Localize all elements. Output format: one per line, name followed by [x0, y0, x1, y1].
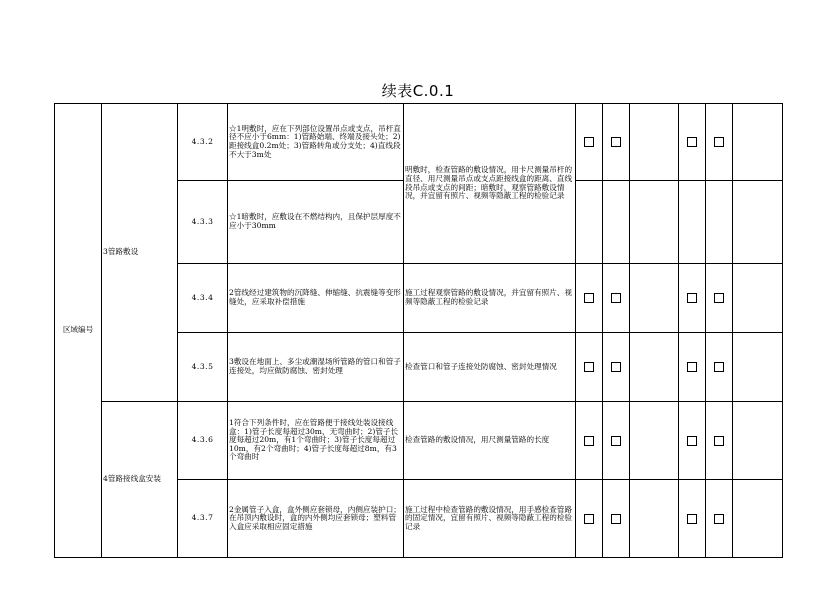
checkbox[interactable]: [714, 514, 724, 524]
checkbox-cell[interactable]: [679, 333, 706, 402]
checkbox[interactable]: [611, 137, 621, 147]
checkbox-cell[interactable]: [679, 402, 706, 480]
checkbox[interactable]: [584, 514, 594, 524]
blank-cell: [679, 181, 706, 264]
inspection-method: 施工过程观察管路的敷设情况，并宜留有照片、视频等隐蔽工程的检验记录: [404, 264, 576, 333]
requirement-text: ☆1明敷时，应在下列部位设置吊点或支点，吊杆直径不应小于6mm：1)管路始端、终端及接头处；2)距接线盒0.2m处；3)管路转角或分支处；4)直线段不大于3m处: [228, 104, 404, 181]
checkbox-cell[interactable]: [576, 480, 603, 558]
blank-cell: [733, 264, 783, 333]
checkbox[interactable]: [584, 293, 594, 303]
requirement-text: 1符合下列条件时，应在管路便于接线处装设接线盒：1)管子长度每超过30m，无弯曲时；2)管子长度每超过20m，有1个弯曲时；3)管子长度每超过10m，有2个弯曲时；4)管子长度每超过8m，有3个弯曲时: [228, 402, 404, 480]
checkbox[interactable]: [611, 436, 621, 446]
checkbox-cell[interactable]: [603, 264, 630, 333]
checkbox[interactable]: [687, 293, 697, 303]
checkbox-cell[interactable]: [679, 104, 706, 181]
blank-cell: [733, 480, 783, 558]
requirement-text: 2金属管子入盒，盒外侧应套锁母，内侧应装护口；在吊顶内敷设时，盒的内外侧均应套锁母；塑料管入盒应采取相应固定措施: [228, 480, 404, 558]
requirement-text: 3敷设在地面上、多尘或潮湿场所管路的管口和管子连接处，均应做防腐蚀、密封处理: [228, 333, 404, 402]
table-row: [55, 402, 783, 480]
checkbox[interactable]: [611, 514, 621, 524]
checkbox-cell[interactable]: [679, 264, 706, 333]
blank-cell: [733, 333, 783, 402]
blank-cell: [706, 181, 733, 264]
inspection-method: 明敷时，检查管路的敷设情况，用卡尺测量吊杆的直径、用尺测量吊点或支点距接线盒的距离、直线段吊点或支点的间距；暗敷时，观察管路敷设情况，并宜留有照片、视频等隐蔽工程的检验记录: [404, 104, 576, 264]
checkbox-cell[interactable]: [706, 264, 733, 333]
clause-code: 4.3.2: [178, 104, 228, 181]
inspection-method: 检查管口和管子连接处防腐蚀、密封处理情况: [404, 333, 576, 402]
blank-cell: [630, 104, 679, 181]
checkbox-cell[interactable]: [576, 333, 603, 402]
checkbox-cell[interactable]: [576, 104, 603, 181]
blank-cell: [603, 181, 630, 264]
checkbox-cell[interactable]: [706, 402, 733, 480]
table-title: 续表C.0.1: [381, 82, 455, 100]
acceptance-table: [54, 103, 783, 558]
clause-code: 4.3.7: [178, 480, 228, 558]
table-row: [55, 104, 783, 181]
checkbox-cell[interactable]: [706, 333, 733, 402]
blank-cell: [630, 181, 679, 264]
blank-cell: [733, 402, 783, 480]
checkbox[interactable]: [687, 137, 697, 147]
checkbox-cell[interactable]: [576, 264, 603, 333]
item-junction-box-install: 4管路接线盒安装: [102, 402, 178, 558]
checkbox-cell[interactable]: [603, 104, 630, 181]
inspection-method: 施工过程中检查管路的敷设情况，用手感检查管路的固定情况，宜留有照片、视频等隐蔽工程的检验记录: [404, 480, 576, 558]
blank-cell: [630, 264, 679, 333]
inspection-method: 检查管路的敷设情况，用尺测量管路的长度: [404, 402, 576, 480]
checkbox[interactable]: [714, 293, 724, 303]
blank-cell: [630, 333, 679, 402]
checkbox-cell[interactable]: [679, 480, 706, 558]
checkbox[interactable]: [584, 436, 594, 446]
blank-cell: [733, 181, 783, 264]
clause-code: 4.3.3: [178, 181, 228, 264]
clause-code: 4.3.6: [178, 402, 228, 480]
checkbox-cell[interactable]: [576, 402, 603, 480]
clause-code: 4.3.5: [178, 333, 228, 402]
checkbox-cell[interactable]: [706, 104, 733, 181]
clause-code: 4.3.4: [178, 264, 228, 333]
checkbox[interactable]: [714, 436, 724, 446]
checkbox[interactable]: [687, 436, 697, 446]
checkbox-cell[interactable]: [603, 480, 630, 558]
requirement-text: ☆1暗敷时，应敷设在不燃结构内，且保护层厚度不应小于30mm: [228, 181, 404, 264]
region-number-label: 区域编号: [55, 104, 102, 558]
requirement-text: 2管线经过建筑物的沉降缝、伸缩缝、抗震缝等变形缝处，应采取补偿措施: [228, 264, 404, 333]
checkbox[interactable]: [714, 362, 724, 372]
checkbox[interactable]: [687, 362, 697, 372]
checkbox[interactable]: [611, 293, 621, 303]
checkbox-cell[interactable]: [706, 480, 733, 558]
blank-cell: [630, 402, 679, 480]
item-pipe-laying: 3管路敷设: [102, 104, 178, 402]
checkbox[interactable]: [714, 137, 724, 147]
blank-cell: [576, 181, 603, 264]
blank-cell: [733, 104, 783, 181]
checkbox[interactable]: [611, 362, 621, 372]
checkbox[interactable]: [584, 362, 594, 372]
checkbox[interactable]: [687, 514, 697, 524]
checkbox[interactable]: [584, 137, 594, 147]
checkbox-cell[interactable]: [603, 402, 630, 480]
blank-cell: [630, 480, 679, 558]
checkbox-cell[interactable]: [603, 333, 630, 402]
